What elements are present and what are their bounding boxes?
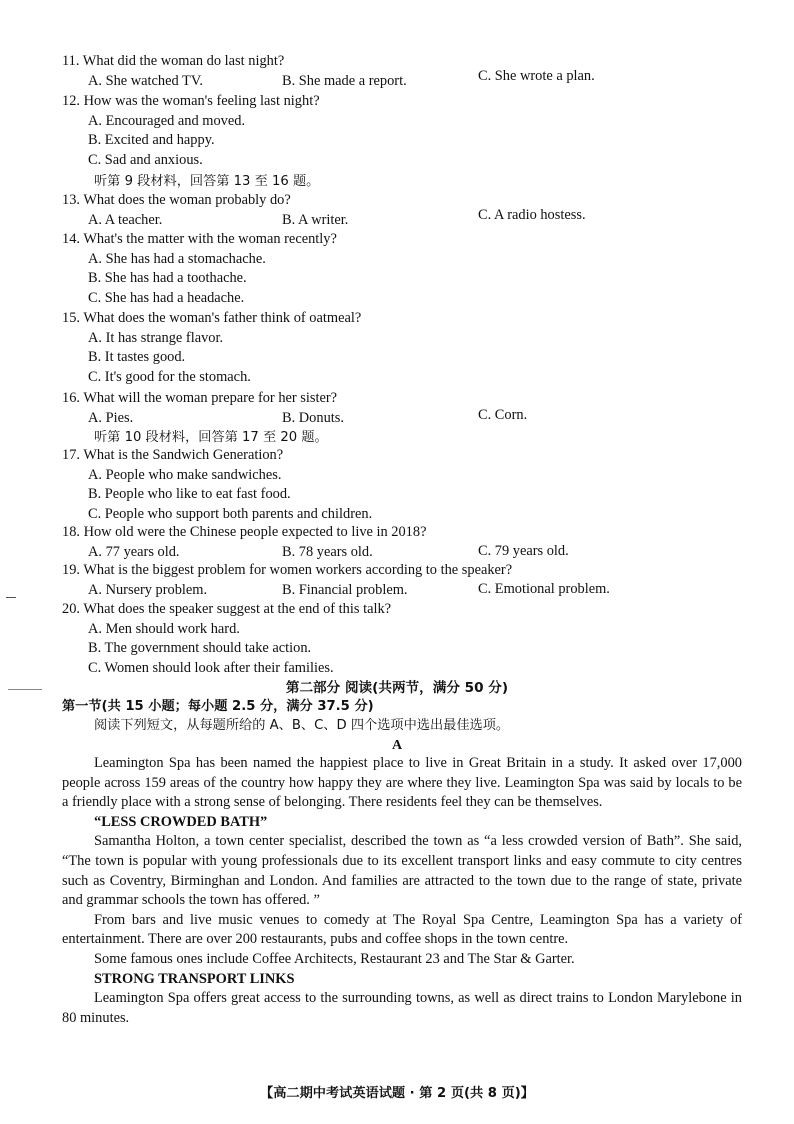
option-b: B. Financial problem. (282, 581, 408, 598)
question-14 (62, 230, 762, 308)
option-b: B. People who like to eat fast food. (88, 486, 291, 503)
question-stem: 19. What is the biggest problem for women workers according to the speaker? (62, 562, 513, 578)
question-stem: 18. How old were the Chinese people expected to live in 2018? (62, 524, 427, 540)
passage-a (62, 754, 742, 1028)
option-a: A. She watched TV. (88, 72, 203, 89)
part2-title: 第二部分 阅读(共两节，满分 50 分) (285, 680, 509, 696)
option-c: C. Corn. (478, 406, 528, 423)
question-stem: 17. What is the Sandwich Generation? (62, 447, 284, 463)
option-a: A. She has had a stomachache. (88, 250, 266, 267)
option-c: C. People who support both parents and children. (88, 505, 373, 522)
option-b: B. It tastes good. (88, 349, 186, 366)
option-a: A. Nursery problem. (88, 581, 208, 598)
segment-10-instruction: 听第 10 段材料，回答第 17 至 20 题。 (94, 430, 328, 445)
question-stem: 11. What did the woman do last night? (62, 53, 285, 69)
option-a: A. Men should work hard. (88, 620, 240, 637)
subheading: “LESS CROWDED BATH” (94, 813, 268, 830)
passage-paragraph: From bars and live music venues to comedy at The Royal Spa Centre, Leamington Spa has a variety of entertainment. There are over 200 restaurants, pubs and coffee shops in the town centre. (62, 911, 742, 948)
option-a: A. People who make sandwiches. (88, 466, 282, 483)
option-c: C. Sad and anxious. (88, 151, 203, 168)
question-stem: 16. What will the woman prepare for her sister? (62, 390, 338, 406)
option-c: C. Emotional problem. (478, 580, 610, 597)
question-18 (62, 523, 762, 562)
option-a: A. 77 years old. (88, 543, 180, 560)
question-13 (62, 191, 762, 230)
options-row (62, 581, 762, 601)
section1-title: 第一节(共 15 小题；每小题 2.5 分，满分 37.5 分) (62, 699, 374, 714)
section1-directions: 阅读下列短文，从每题所给的 A、B、C、D 四个选项中选出最佳选项。 (94, 718, 510, 733)
option-a: A. Pies. (88, 409, 134, 426)
option-c: C. 79 years old. (478, 542, 569, 559)
option-b: B. 78 years old. (282, 543, 373, 560)
question-stem: 15. What does the woman's father think of oatmeal? (62, 310, 362, 326)
passage-paragraph: Leamington Spa offers great access to the surrounding towns, as well as direct trains to London Marylebone in 80 minutes. (62, 990, 742, 1026)
options-row (62, 543, 762, 563)
option-a: A. Encouraged and moved. (88, 112, 246, 129)
passage-paragraph: Some famous ones include Coffee Architects, Restaurant 23 and The Star & Garter. (94, 950, 575, 967)
question-stem: 20. What does the speaker suggest at the end of this talk? (62, 601, 392, 617)
passage-paragraph: Leamington Spa has been named the happiest place to live in Great Britain in a study. It asked over 17,000 people across 159 areas of the country how happy they are where they live. Leamington Spa was said by locals to be a friendly place with a strong sense of belonging. There residents feel they can be themselves. (62, 755, 742, 811)
segment-9-instruction: 听第 9 段材料，回答第 13 至 16 题。 (94, 174, 320, 189)
passage-label: A (391, 738, 403, 753)
margin-mark (6, 597, 16, 598)
question-15 (62, 309, 762, 387)
option-c: C. A radio hostess. (478, 206, 586, 223)
option-b: B. Donuts. (282, 409, 344, 426)
options-row (62, 406, 762, 429)
option-b: B. The government should take action. (88, 640, 312, 657)
page-footer: 【高二期中考试英语试题 · 第 2 页(共 8 页)】 (260, 1086, 534, 1101)
option-b: B. She made a report. (282, 72, 407, 89)
option-a: A. A teacher. (88, 211, 163, 228)
option-c: C. It's good for the stomach. (88, 368, 251, 385)
option-b: B. She has had a toothache. (88, 270, 247, 287)
question-20 (62, 600, 762, 678)
question-12 (62, 92, 762, 170)
option-c: C. Women should look after their families. (88, 659, 334, 676)
option-b: B. A writer. (282, 211, 349, 228)
question-11 (62, 52, 762, 91)
question-stem: 13. What does the woman probably do? (62, 192, 291, 208)
question-19 (62, 561, 762, 600)
option-c: C. She wrote a plan. (478, 67, 595, 84)
passage-paragraph: Samantha Holton, a town center specialist, described the town as “a less crowded version of Bath”. She said, “The town is popular with young professionals due to its excellent transport links and easy commute to city centres such as Coventry, Birminghan and London. And families are attracted to the town due to the range of state, private and grammar schools the town has offered. ” (62, 833, 742, 909)
subheading: STRONG TRANSPORT LINKS (94, 970, 295, 987)
question-17 (62, 446, 762, 524)
option-c: C. She has had a headache. (88, 289, 245, 306)
option-a: A. It has strange flavor. (88, 329, 224, 346)
options-row (62, 206, 762, 231)
question-stem: 12. How was the woman's feeling last night? (62, 93, 320, 109)
option-b: B. Excited and happy. (88, 132, 215, 149)
options-row (62, 67, 762, 92)
question-16 (62, 389, 762, 428)
question-stem: 14. What's the matter with the woman recently? (62, 231, 337, 247)
